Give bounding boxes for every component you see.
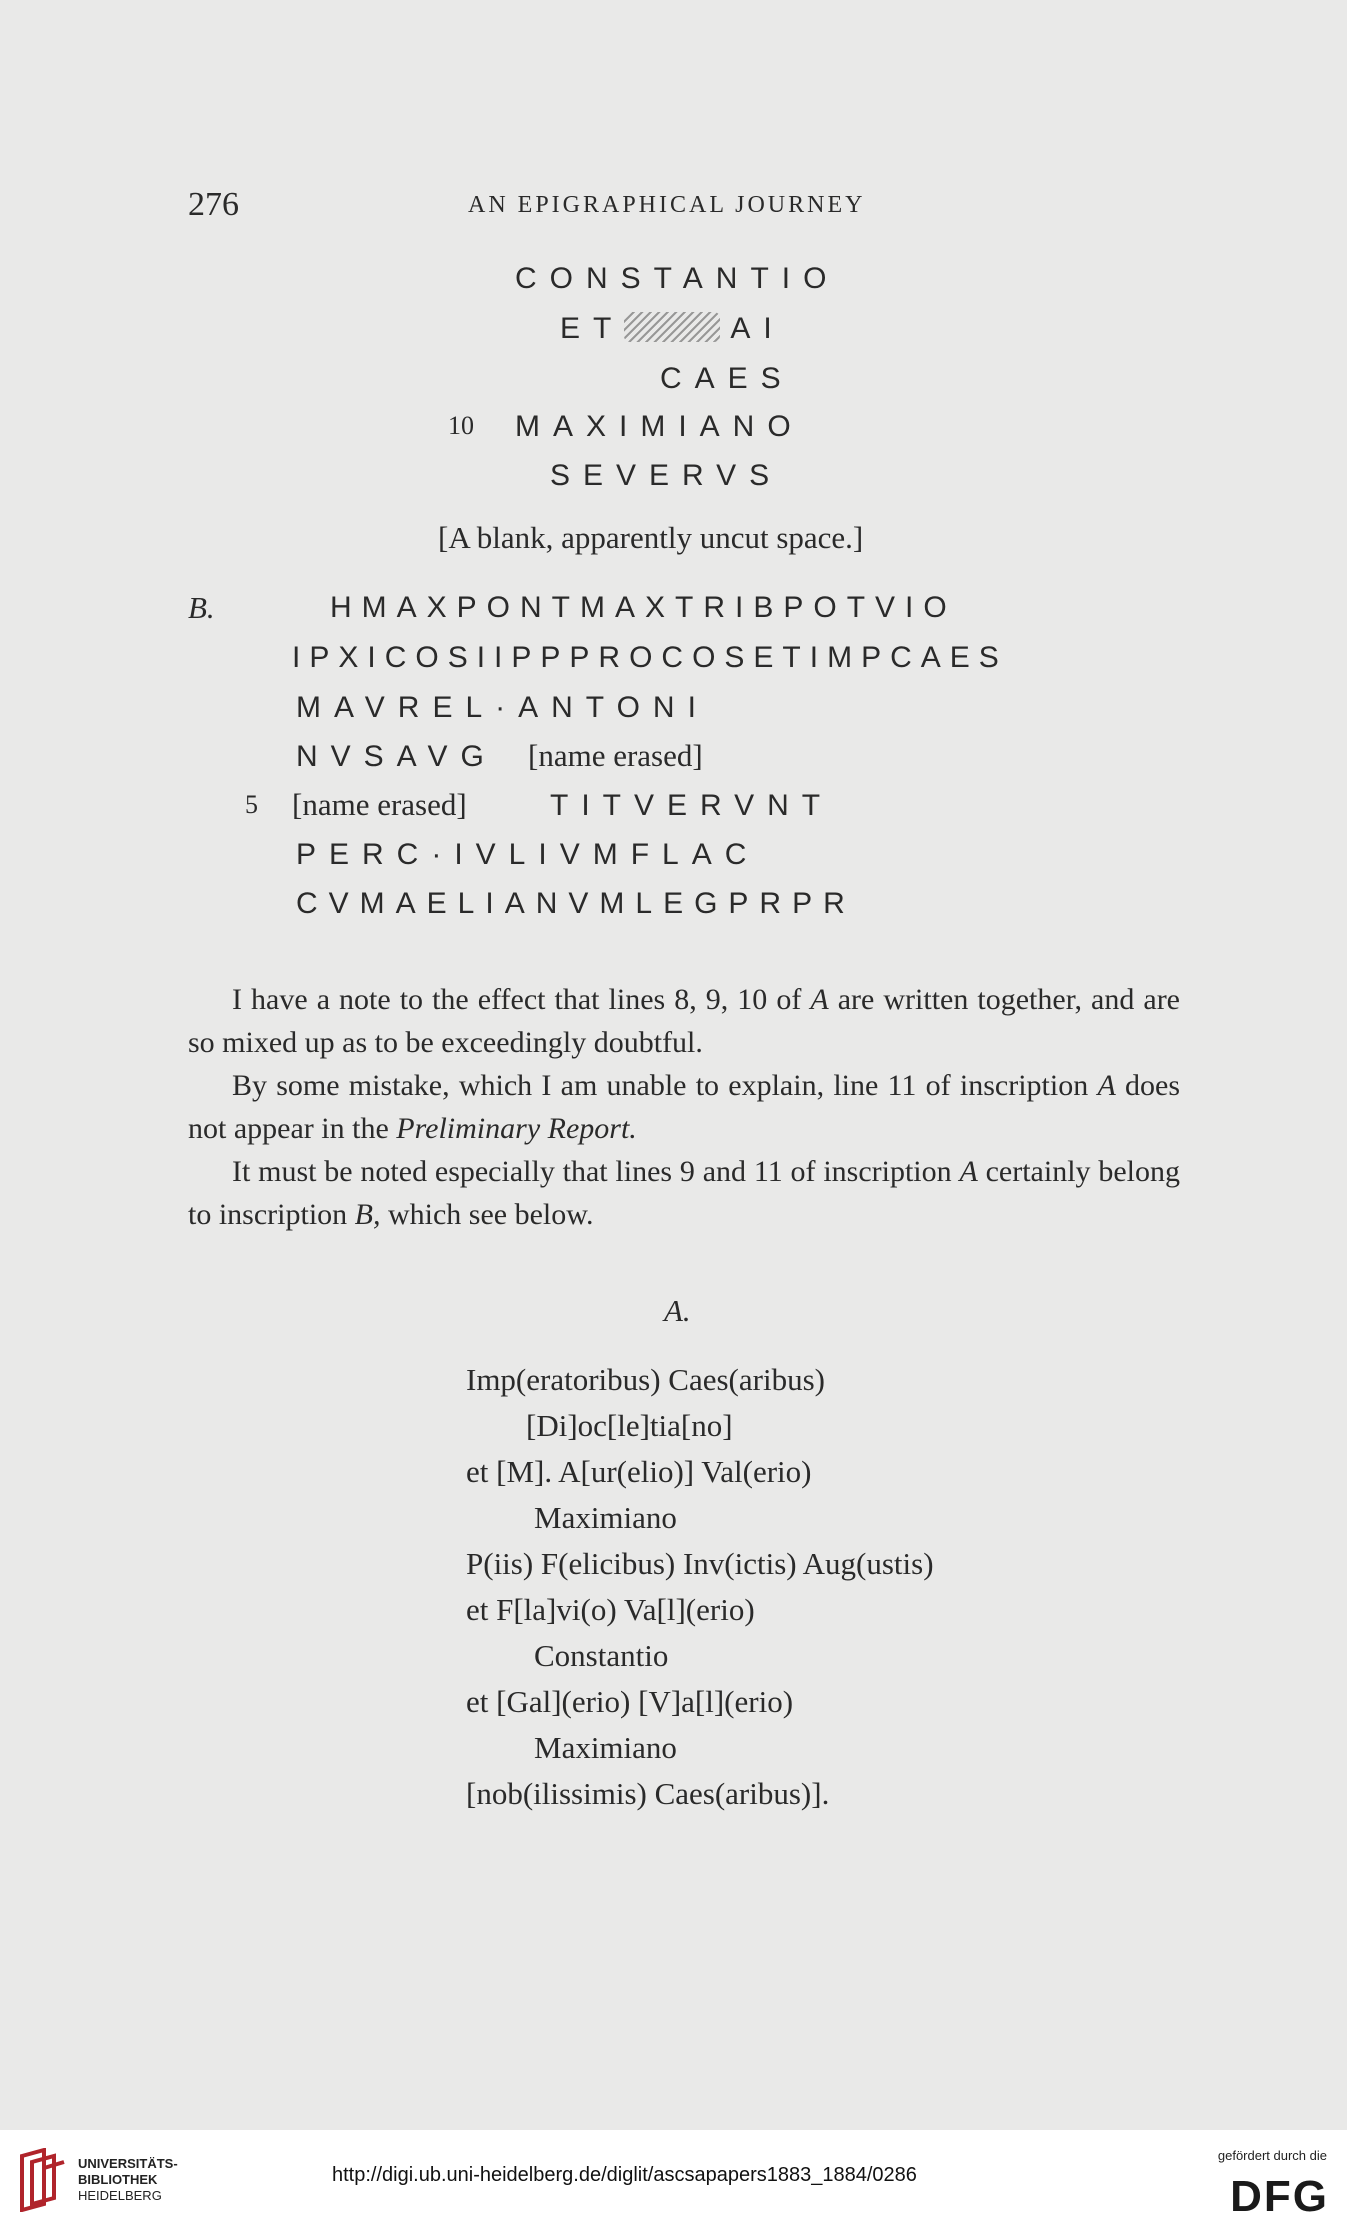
- text-italic: B,: [354, 1198, 381, 1231]
- transcription-line-8: et [Gal](erio) [V]a[l](erio): [466, 1684, 794, 1719]
- transcription-line-6: et F[la]vi(o) Va[l](erio): [466, 1592, 755, 1627]
- dfg-logo: DFG: [1230, 2172, 1329, 2221]
- text: I have a note to the effect that lines 8, 9, 10 of: [232, 983, 811, 1016]
- inscription-b-line-5-note: [name erased]: [292, 787, 467, 822]
- inscription-line-maximiano: MAXIMIANO: [515, 410, 804, 443]
- inscription-b-line-4-note: [name erased]: [528, 738, 703, 773]
- text: By some mistake, which I am unable to explain, line 11 of inscription: [232, 1069, 1098, 1102]
- blank-space-note: [A blank, apparently uncut space.]: [438, 520, 864, 555]
- inscription-line-caes: CAES: [660, 362, 794, 395]
- text-italic: A: [810, 983, 829, 1016]
- inscription-b-line-6: PERC·IVLIVMFLAC: [296, 838, 760, 871]
- inscription-b-line-1: HMAXPONTMAXTRIBPOTVIO: [330, 591, 957, 624]
- text-italic: A: [1097, 1069, 1116, 1102]
- inscription-b-line-2: IPXICOSIIPPPROCOSETIMPCAES: [292, 641, 1008, 674]
- inscription-b-line-5-text: TITVERVNT: [550, 789, 834, 822]
- inscription-line-et: [560, 312, 785, 346]
- inscription-b-label: B.: [188, 590, 215, 625]
- library-name-line: BIBLIOTHEK: [78, 2172, 158, 2187]
- library-name: [78, 2156, 178, 2204]
- text: which see below.: [380, 1198, 594, 1231]
- permalink-url[interactable]: http://digi.ub.uni-heidelberg.de/diglit/ascsapapers1883_1884/0286: [332, 2164, 917, 2186]
- transcription-line-4: Maximiano: [534, 1500, 677, 1535]
- paragraph-2: [188, 1064, 1180, 1150]
- text: are written together, and are so mixed up as to be exceedingly doubtful.: [188, 983, 1180, 1059]
- text-italic: A: [959, 1155, 978, 1188]
- transcription-line-1: Imp(eratoribus) Caes(aribus): [466, 1362, 825, 1397]
- transcription-heading: A.: [664, 1293, 691, 1328]
- inscription-line-constantio: CONSTANTIO: [515, 262, 840, 295]
- inscription-line-severvs: SEVERVS: [550, 459, 783, 492]
- text: It must be noted especially that lines 9 and 11 of inscription: [232, 1155, 960, 1188]
- library-logo-icon: [14, 2148, 70, 2217]
- text: does not appear in the: [188, 1069, 1180, 1145]
- inscription-et-suffix: AI: [730, 312, 785, 345]
- line-number-5: 5: [245, 790, 258, 819]
- transcription-line-5: P(iis) F(elicibus) Inv(ictis) Aug(ustis): [466, 1546, 934, 1581]
- footer-bar: [0, 2130, 1347, 2232]
- inscription-et-prefix: ET: [560, 312, 625, 345]
- transcription-line-7: Constantio: [534, 1638, 669, 1673]
- commentary: [188, 978, 1180, 1236]
- inscription-b-line-3: MAVREL·ANTONI: [296, 691, 709, 724]
- text-italic: Preliminary Report.: [396, 1112, 637, 1145]
- transcription-line-9: Maximiano: [534, 1730, 677, 1765]
- page-number: 276: [188, 186, 239, 223]
- library-name-line: HEIDELBERG: [78, 2188, 162, 2203]
- erasure-hatch: [624, 312, 720, 342]
- running-title: AN EPIGRAPHICAL JOURNEY: [468, 192, 866, 218]
- text: certainly belong to inscription: [188, 1155, 1180, 1231]
- sponsor-label: gefördert durch die: [1217, 2148, 1327, 2163]
- paragraph-1: [188, 978, 1180, 1064]
- paragraph-3: [188, 1150, 1180, 1236]
- library-name-line: UNIVERSITÄTS-: [78, 2156, 178, 2171]
- line-number-10: 10: [448, 411, 474, 440]
- transcription-line-10: [nob(ilissimis) Caes(aribus)].: [466, 1776, 830, 1811]
- inscription-b-line-7: CVMAELIANVMLEGPRPR: [296, 887, 856, 920]
- transcription-line-2: [Di]oc[le]tia[no]: [526, 1408, 733, 1443]
- transcription-line-3: et [M]. A[ur(elio)] Val(erio): [466, 1454, 812, 1489]
- inscription-b-line-4-text: NVSAVG: [296, 740, 497, 773]
